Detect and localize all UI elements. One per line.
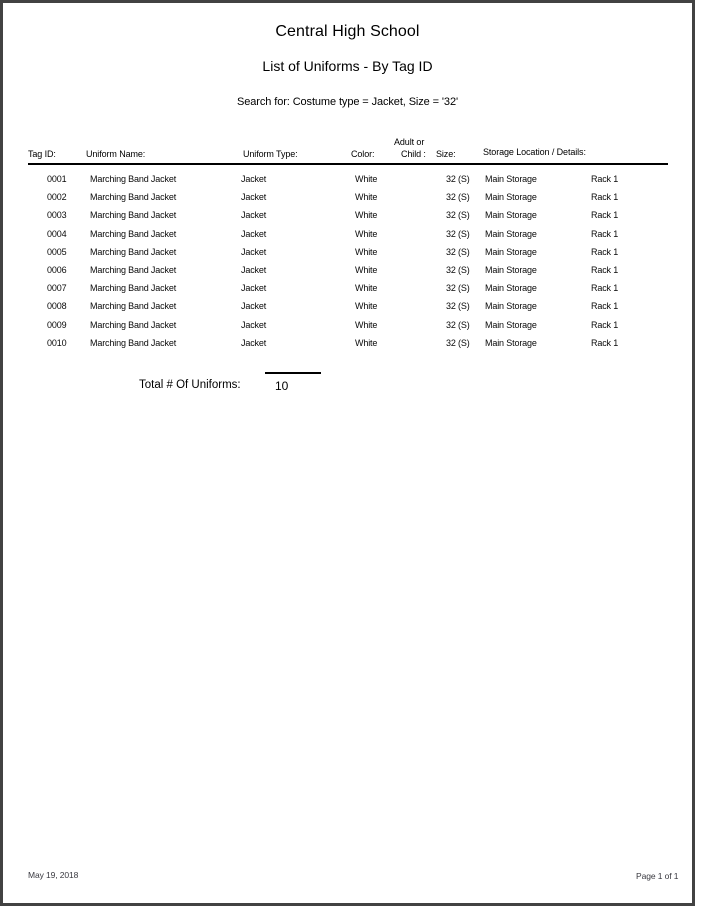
cell-storage-location: Main Storage [485,337,537,348]
cell-details: Rack 1 [591,319,619,330]
cell-details: Rack 1 [591,192,619,203]
table-row [3,300,698,314]
column-header-child: Child : [401,149,426,159]
cell-color: White [355,210,378,221]
cell-size: 32 (S) [446,319,470,330]
cell-uniform-name: Marching Band Jacket [90,301,177,312]
cell-uniform-name: Marching Band Jacket [90,265,177,275]
cell-size: 32 (S) [446,192,470,203]
total-label: Total # Of Uniforms: [139,379,241,391]
cell-uniform-name: Marching Band Jacket [90,174,177,184]
header-rule [28,163,668,165]
cell-details: Rack 1 [591,283,619,294]
table-row [3,228,698,242]
cell-uniform-type: Jacket [241,192,267,203]
column-header-uniform-type: Uniform Type: [243,149,298,159]
column-header-uniform-name: Uniform Name: [86,149,146,159]
cell-uniform-name: Marching Band Jacket [90,337,177,348]
cell-details: Rack 1 [591,265,619,275]
column-header-color: Color: [351,149,375,159]
cell-storage-location: Main Storage [485,283,537,294]
cell-size: 32 (S) [446,174,470,184]
cell-uniform-name: Marching Band Jacket [90,246,177,257]
cell-size: 32 (S) [446,337,470,348]
cell-uniform-name: Marching Band Jacket [90,210,177,221]
cell-uniform-type: Jacket [241,265,267,275]
table-row [3,337,698,351]
search-criteria-line: Search for: Costume type = Jacket, Size = '32' [237,96,458,108]
cell-size: 32 (S) [446,246,470,257]
total-value: 10 [275,379,289,393]
footer-page-number: Page 1 of 1 [636,871,679,881]
table-row [3,319,698,333]
cell-tag-id: 0006 [47,265,67,275]
table-row [3,282,698,296]
cell-color: White [355,337,378,348]
cell-storage-location: Main Storage [485,192,537,203]
cell-uniform-type: Jacket [241,174,267,184]
cell-tag-id: 0005 [47,246,67,257]
cell-color: White [355,192,378,203]
cell-details: Rack 1 [591,337,619,348]
cell-tag-id: 0004 [47,228,67,239]
cell-uniform-type: Jacket [241,319,267,330]
cell-tag-id: 0003 [47,210,67,221]
cell-uniform-name: Marching Band Jacket [90,319,177,330]
cell-details: Rack 1 [591,210,619,221]
table-row [3,246,698,260]
cell-uniform-type: Jacket [241,246,267,257]
cell-details: Rack 1 [591,246,619,257]
cell-color: White [355,246,378,257]
column-header-adult-or: Adult or [394,137,425,147]
cell-uniform-name: Marching Band Jacket [90,283,177,294]
page-title: Central High School [275,23,420,40]
cell-color: White [355,319,378,330]
cell-size: 32 (S) [446,283,470,294]
cell-tag-id: 0010 [47,337,67,348]
cell-size: 32 (S) [446,228,470,239]
report-subtitle: List of Uniforms - By Tag ID [262,58,433,74]
cell-storage-location: Main Storage [485,174,537,184]
cell-details: Rack 1 [591,228,619,239]
total-sum-rule [265,372,321,374]
cell-storage-location: Main Storage [485,228,537,239]
cell-color: White [355,228,378,239]
cell-uniform-type: Jacket [241,228,267,239]
footer-date: May 19, 2018 [28,870,79,880]
table-row [3,191,698,205]
cell-uniform-type: Jacket [241,337,267,348]
cell-uniform-type: Jacket [241,283,267,294]
cell-tag-id: 0009 [47,319,67,330]
cell-uniform-type: Jacket [241,210,267,221]
cell-color: White [355,283,378,294]
column-header-tag-id: Tag ID: [28,149,56,159]
column-header-size: Size: [436,149,456,159]
cell-storage-location: Main Storage [485,301,537,312]
column-header-storage-location: Storage Location / Details: [483,147,586,157]
cell-color: White [355,301,378,312]
cell-details: Rack 1 [591,301,619,312]
cell-tag-id: 0001 [47,174,67,184]
cell-storage-location: Main Storage [485,319,537,330]
cell-color: White [355,174,378,184]
cell-tag-id: 0008 [47,301,67,312]
cell-tag-id: 0002 [47,192,67,203]
cell-storage-location: Main Storage [485,210,537,221]
cell-storage-location: Main Storage [485,265,537,275]
cell-color: White [355,265,378,275]
cell-uniform-type: Jacket [241,301,267,312]
table-row [3,173,698,187]
cell-size: 32 (S) [446,301,470,312]
table-row [3,209,698,223]
cell-tag-id: 0007 [47,283,67,294]
table-row [3,264,698,278]
cell-size: 32 (S) [446,265,470,275]
cell-uniform-name: Marching Band Jacket [90,228,177,239]
cell-details: Rack 1 [591,174,619,184]
cell-size: 32 (S) [446,210,470,221]
cell-storage-location: Main Storage [485,246,537,257]
cell-uniform-name: Marching Band Jacket [90,192,177,203]
